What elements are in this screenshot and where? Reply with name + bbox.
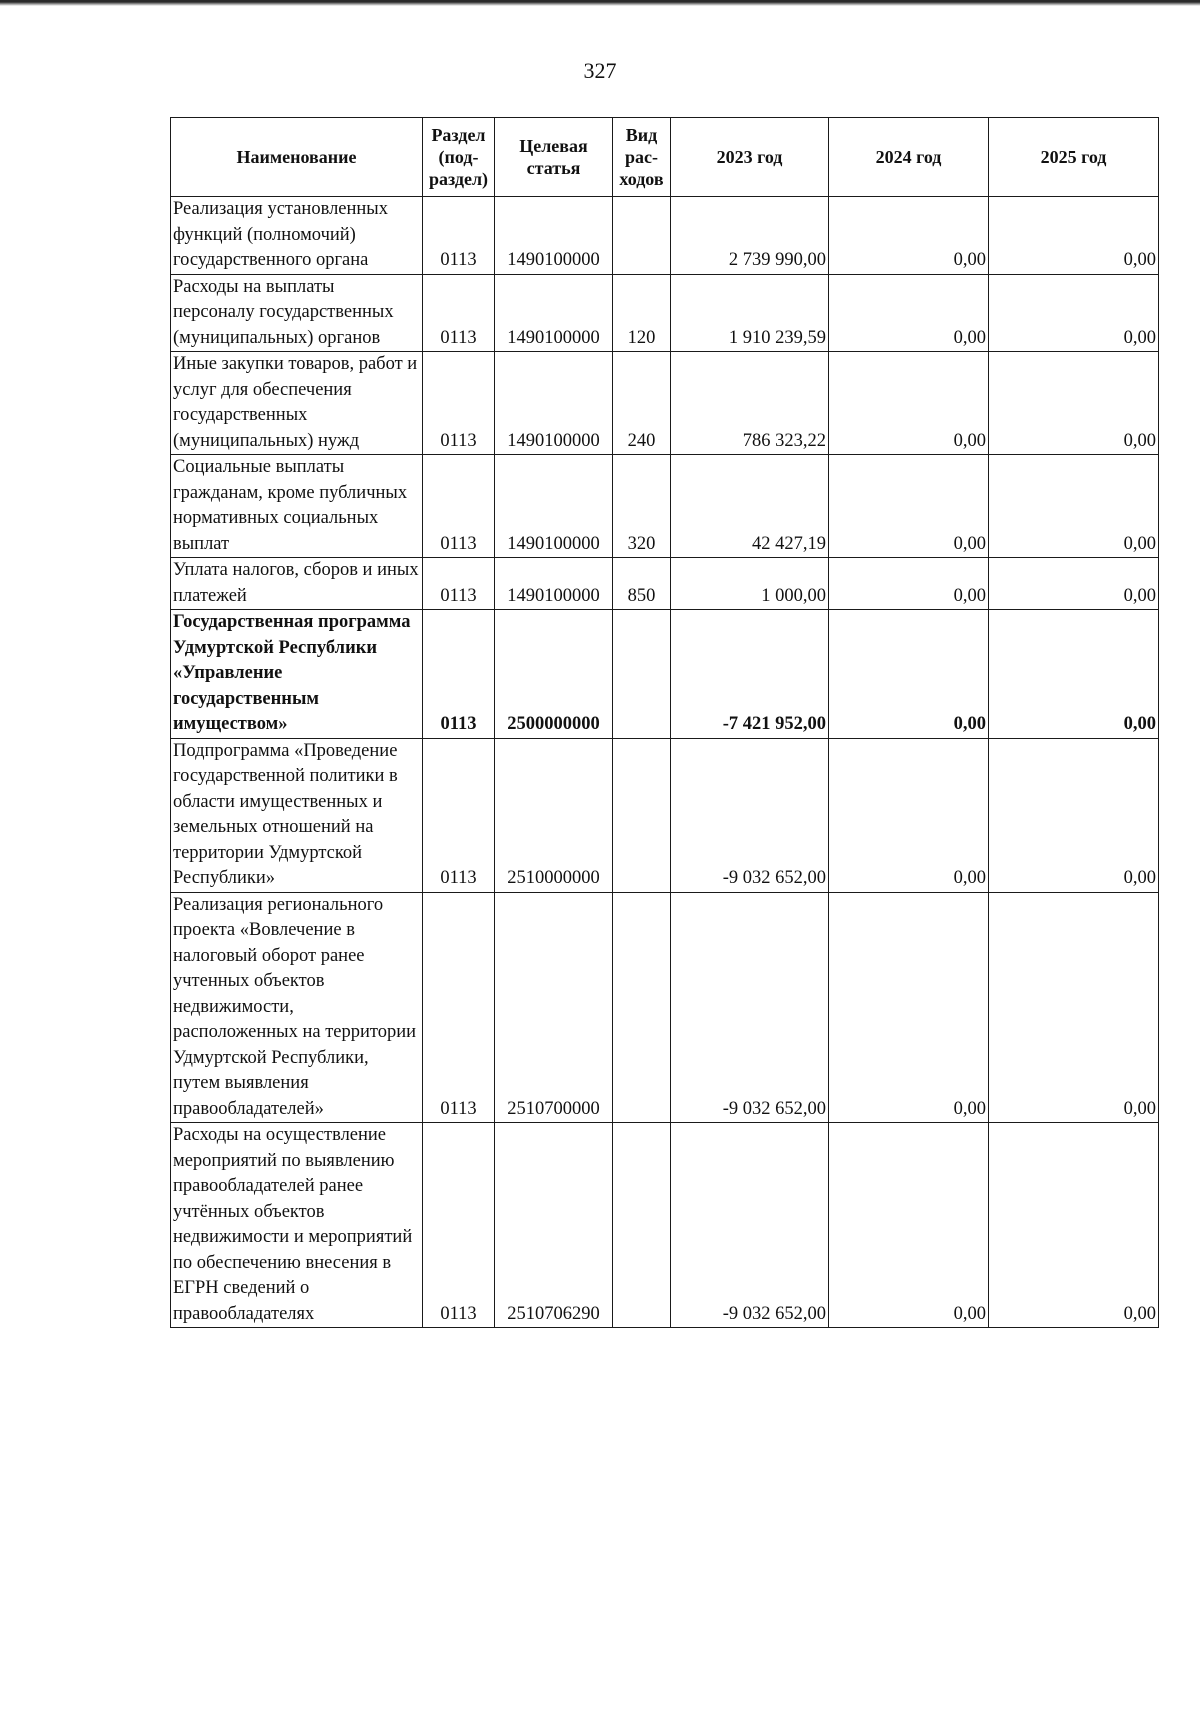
cell-type: 240 <box>613 352 671 455</box>
table-row <box>171 352 1159 455</box>
cell-target: 1490100000 <box>495 274 613 352</box>
cell-name: Уплата налогов, сборов и иных платежей <box>171 558 423 610</box>
cell-2024: 0,00 <box>829 558 989 610</box>
header-type: Вид рас-ходов <box>613 118 671 197</box>
cell-target: 2500000000 <box>495 610 613 739</box>
cell-2025: 0,00 <box>989 610 1159 739</box>
cell-type <box>613 1123 671 1328</box>
cell-name: Расходы на выплаты персоналу государственных (муниципальных) органов <box>171 274 423 352</box>
header-2024: 2024 год <box>829 118 989 197</box>
cell-type <box>613 738 671 892</box>
cell-2024: 0,00 <box>829 455 989 558</box>
cell-target: 2510700000 <box>495 892 613 1123</box>
cell-2023: -9 032 652,00 <box>671 1123 829 1328</box>
cell-2024: 0,00 <box>829 197 989 275</box>
cell-2023: -9 032 652,00 <box>671 892 829 1123</box>
header-name: Наименование <box>171 118 423 197</box>
cell-type <box>613 610 671 739</box>
cell-section: 0113 <box>423 352 495 455</box>
cell-type: 850 <box>613 558 671 610</box>
cell-2023: 1 910 239,59 <box>671 274 829 352</box>
cell-section: 0113 <box>423 274 495 352</box>
cell-2024: 0,00 <box>829 892 989 1123</box>
cell-type <box>613 892 671 1123</box>
cell-name: Социальные выплаты гражданам, кроме публичных нормативных социальных выплат <box>171 455 423 558</box>
header-target: Целевая статья <box>495 118 613 197</box>
cell-name: Реализация регионального проекта «Вовлечение в налоговый оборот ранее учтенных объектов недвижимости, расположенных на территории Удмуртской Республики, путем выявления правообладателей» <box>171 892 423 1123</box>
cell-target: 2510706290 <box>495 1123 613 1328</box>
cell-2023: -7 421 952,00 <box>671 610 829 739</box>
table-row <box>171 1123 1159 1328</box>
table-row <box>171 274 1159 352</box>
cell-2024: 0,00 <box>829 274 989 352</box>
cell-section: 0113 <box>423 455 495 558</box>
header-2025: 2025 год <box>989 118 1159 197</box>
cell-2025: 0,00 <box>989 352 1159 455</box>
cell-2025: 0,00 <box>989 892 1159 1123</box>
cell-type: 120 <box>613 274 671 352</box>
cell-name: Расходы на осуществление мероприятий по выявлению правообладателей ранее учтённых объектов недвижимости и мероприятий по обеспечению внесения в ЕГРН сведений о правообладателях <box>171 1123 423 1328</box>
cell-2023: 786 323,22 <box>671 352 829 455</box>
cell-2025: 0,00 <box>989 558 1159 610</box>
cell-type <box>613 197 671 275</box>
cell-name: Реализация установленных функций (полномочий) государственного органа <box>171 197 423 275</box>
cell-section: 0113 <box>423 197 495 275</box>
cell-2025: 0,00 <box>989 1123 1159 1328</box>
cell-2024: 0,00 <box>829 738 989 892</box>
cell-2023: 1 000,00 <box>671 558 829 610</box>
cell-target: 1490100000 <box>495 352 613 455</box>
cell-2025: 0,00 <box>989 455 1159 558</box>
table-row <box>171 610 1159 739</box>
cell-2023: 2 739 990,00 <box>671 197 829 275</box>
cell-2025: 0,00 <box>989 274 1159 352</box>
table-row <box>171 455 1159 558</box>
cell-section: 0113 <box>423 610 495 739</box>
cell-name: Подпрограмма «Проведение государственной политики в области имущественных и земельных отношений на территории Удмуртской Республики» <box>171 738 423 892</box>
cell-2023: -9 032 652,00 <box>671 738 829 892</box>
cell-2024: 0,00 <box>829 352 989 455</box>
cell-2025: 0,00 <box>989 738 1159 892</box>
cell-section: 0113 <box>423 1123 495 1328</box>
cell-target: 2510000000 <box>495 738 613 892</box>
cell-2025: 0,00 <box>989 197 1159 275</box>
cell-target: 1490100000 <box>495 558 613 610</box>
budget-table <box>170 117 1159 1328</box>
table-row <box>171 892 1159 1123</box>
table-row <box>171 738 1159 892</box>
scan-edge-decoration <box>0 0 1200 6</box>
header-section: Раздел (под-раздел) <box>423 118 495 197</box>
cell-section: 0113 <box>423 558 495 610</box>
cell-target: 1490100000 <box>495 455 613 558</box>
cell-type: 320 <box>613 455 671 558</box>
cell-2024: 0,00 <box>829 1123 989 1328</box>
table-row <box>171 558 1159 610</box>
header-2023: 2023 год <box>671 118 829 197</box>
cell-2023: 42 427,19 <box>671 455 829 558</box>
cell-name: Государственная программа Удмуртской Республики «Управление государственным имуществом» <box>171 610 423 739</box>
page-number: 327 <box>583 58 617 83</box>
table-row <box>171 197 1159 275</box>
table-header-row <box>171 118 1159 197</box>
cell-name: Иные закупки товаров, работ и услуг для обеспечения государственных (муниципальных) нужд <box>171 352 423 455</box>
cell-target: 1490100000 <box>495 197 613 275</box>
cell-section: 0113 <box>423 892 495 1123</box>
cell-section: 0113 <box>423 738 495 892</box>
cell-2024: 0,00 <box>829 610 989 739</box>
